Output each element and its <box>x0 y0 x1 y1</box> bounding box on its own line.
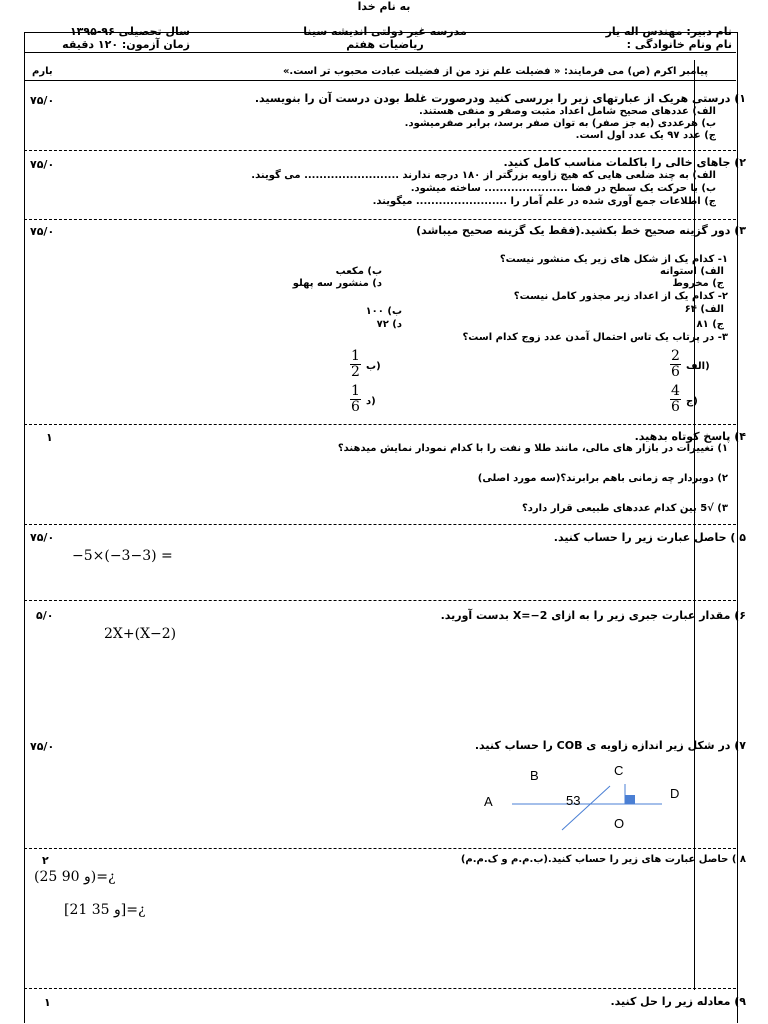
exam-duration: زمان آزمون: ۱۲۰ دقیقه <box>62 38 190 51</box>
q3-i3-question: ۳- در پرتاب یک تاس احتمال آمدن عدد زوج کدام است؟ <box>462 332 728 343</box>
subject-name: ریاضیات هفتم <box>346 38 424 51</box>
q2-b: ب) با حرکت یک سطح در فضا ...................... ساخته میشود. <box>410 183 716 194</box>
q6-title: ۶) مقدار عبارت جبری زیر را به ازای X=−2 بدست آورید. <box>440 609 746 622</box>
q3-i2-option-b[interactable]: ب) ۱۰۰ <box>365 306 402 317</box>
angle-figure <box>470 760 700 835</box>
q3-i2-option-a[interactable]: الف) ۶۴ <box>684 304 724 315</box>
q3-i3-option-c[interactable] <box>670 384 698 415</box>
q1-score: ۷۵/۰ <box>30 94 55 107</box>
divider <box>24 150 736 151</box>
q7-score: ۷۵/۰ <box>30 740 55 753</box>
teacher-name: نام دبیر: مهندس اله یار <box>605 25 732 38</box>
q1-a: الف) عددهای صحیح شامل اعداد مثبت وصفر و منفی هستند. <box>419 106 716 117</box>
denominator: 6 <box>351 399 360 415</box>
option-label: ج) <box>686 396 698 407</box>
q5-expression: −5×(−3−3) = <box>72 548 173 564</box>
q3-i2-option-d[interactable]: د) ۷۲ <box>376 319 402 330</box>
basmala: به نام خدا <box>357 0 411 13</box>
q3-i1-option-a[interactable]: الف) استوانه <box>659 266 724 277</box>
option-label: د) <box>366 396 376 407</box>
fraction <box>350 384 361 415</box>
q1-title: ۱) درستی هریک از عبارتهای زیر را بررسی کنید ودرصورت غلط بودن درست آن را بنویسید. <box>254 92 746 105</box>
option-label: ب) <box>366 361 381 372</box>
angle-value: 53 <box>566 793 581 808</box>
q9-score: ۱ <box>44 996 51 1009</box>
student-name-field: نام ونام خانوادگی : <box>626 38 732 51</box>
q4-s1: ۱) تغییرات در بازار های مالی، مانند طلا و نفت را با کدام نمودار نمایش میدهند؟ <box>337 443 728 454</box>
q3-i1-option-b[interactable]: ب) مکعب <box>335 266 382 277</box>
q7-title: ۷) در شکل زیر اندازه زاویه ی COB را حساب کنید. <box>474 739 746 752</box>
q3-i3-option-b[interactable] <box>350 349 381 380</box>
q6-expression: 2X+(X−2) <box>104 626 177 642</box>
q3-i1-option-d[interactable]: د) منشور سه پهلو <box>292 278 382 289</box>
q4-score: ۱ <box>46 431 53 444</box>
divider <box>24 600 736 601</box>
q2-c: ج) اطلاعات جمع آوری شده در علم آمار را ........................ میگویند. <box>372 196 716 207</box>
divider <box>24 219 736 220</box>
numerator: 1 <box>351 383 360 399</box>
denominator: 6 <box>671 364 680 380</box>
fraction <box>670 384 681 415</box>
q5-title: ۵ ) حاصل عبارت زیر را حساب کنید. <box>553 531 746 544</box>
q5-score: ۷۵/۰ <box>30 531 55 544</box>
barem-label: بارم <box>32 66 53 77</box>
label-o: O <box>614 816 625 831</box>
header-divider <box>24 52 736 53</box>
q6-score: ۵/۰ <box>36 609 54 622</box>
fraction <box>350 349 361 380</box>
q1-b: ب) هرعددی (به جز صفر) به توان صفر برسد، برابر صفرمیشود. <box>404 118 716 129</box>
q8-score: ۲ <box>42 854 49 867</box>
right-angle-marker <box>625 795 635 804</box>
divider <box>24 848 736 849</box>
q8-title: ۸ ) حاصل عبارت های زیر را حساب کنید.(ب.م.م و ک.م.م) <box>460 854 746 865</box>
option-label: الف) <box>686 361 710 372</box>
q3-i3-option-d[interactable] <box>350 384 376 415</box>
q8-expression-2: [21 35 و]=¿ <box>64 902 146 918</box>
school-year: سال تحصیلی ۹۶-۱۳۹۵ <box>69 25 190 38</box>
q2-a: الف) به چند ضلعی هایی که هیچ زاویه بزرگتر از ۱۸۰ درجه ندارند ......................... می گویند. <box>251 170 716 181</box>
q3-i3-option-a[interactable] <box>670 349 710 380</box>
q8-expression-1: (25 90 و)=¿ <box>34 869 116 885</box>
label-c: C <box>614 763 624 778</box>
q4-s2: ۲) دوبردار چه زمانی باهم برابرند؟(سه مورد اصلی) <box>477 473 728 484</box>
q1-c: ج) عدد ۹۷ یک عدد اول است. <box>575 130 716 141</box>
denominator: 2 <box>351 364 360 380</box>
numerator: 4 <box>671 383 680 399</box>
q9-title: ۹) معادله زیر را حل کنید. <box>610 995 746 1008</box>
school-name: مدرسه غیر دولتی اندیشه سینا <box>303 25 467 38</box>
quote: پیامبر اکرم (ص) می فرمایند: « فضیلت علم نزد من از فضیلت عبادت محبوب تر است.» <box>282 66 708 77</box>
numerator: 1 <box>351 348 360 364</box>
label-b: B <box>530 768 539 783</box>
divider <box>24 424 736 425</box>
q4-s3: ۳) √5 بین کدام عددهای طبیعی قرار دارد؟ <box>521 503 728 514</box>
fraction <box>670 349 681 380</box>
q3-i1-option-c[interactable]: ج) مخروط <box>672 278 724 289</box>
divider <box>24 988 736 989</box>
q3-i1-question: ۱- کدام یک از شکل های زیر یک منشور نیست؟ <box>499 254 728 265</box>
numerator: 2 <box>671 348 680 364</box>
label-a: A <box>484 794 493 809</box>
q3-score: ۷۵/۰ <box>30 225 55 238</box>
quote-divider <box>24 80 736 81</box>
q4-title: ۴) پاسخ کوتاه بدهید. <box>634 430 746 443</box>
q2-score: ۷۵/۰ <box>30 158 55 171</box>
divider <box>24 524 736 525</box>
label-d: D <box>670 786 680 801</box>
q3-i2-question: ۲- کدام یک از اعداد زیر مجذور کامل نیست؟ <box>513 291 728 302</box>
q3-title: ۳) دور گزینه صحیح خط بکشید.(فقط یک گزینه صحیح میباشد) <box>416 224 746 237</box>
denominator: 6 <box>671 399 680 415</box>
q2-title: ۲) جاهای خالی را باکلمات مناسب کامل کنید. <box>503 156 746 169</box>
q3-i2-option-c[interactable]: ج) ۸۱ <box>696 319 724 330</box>
